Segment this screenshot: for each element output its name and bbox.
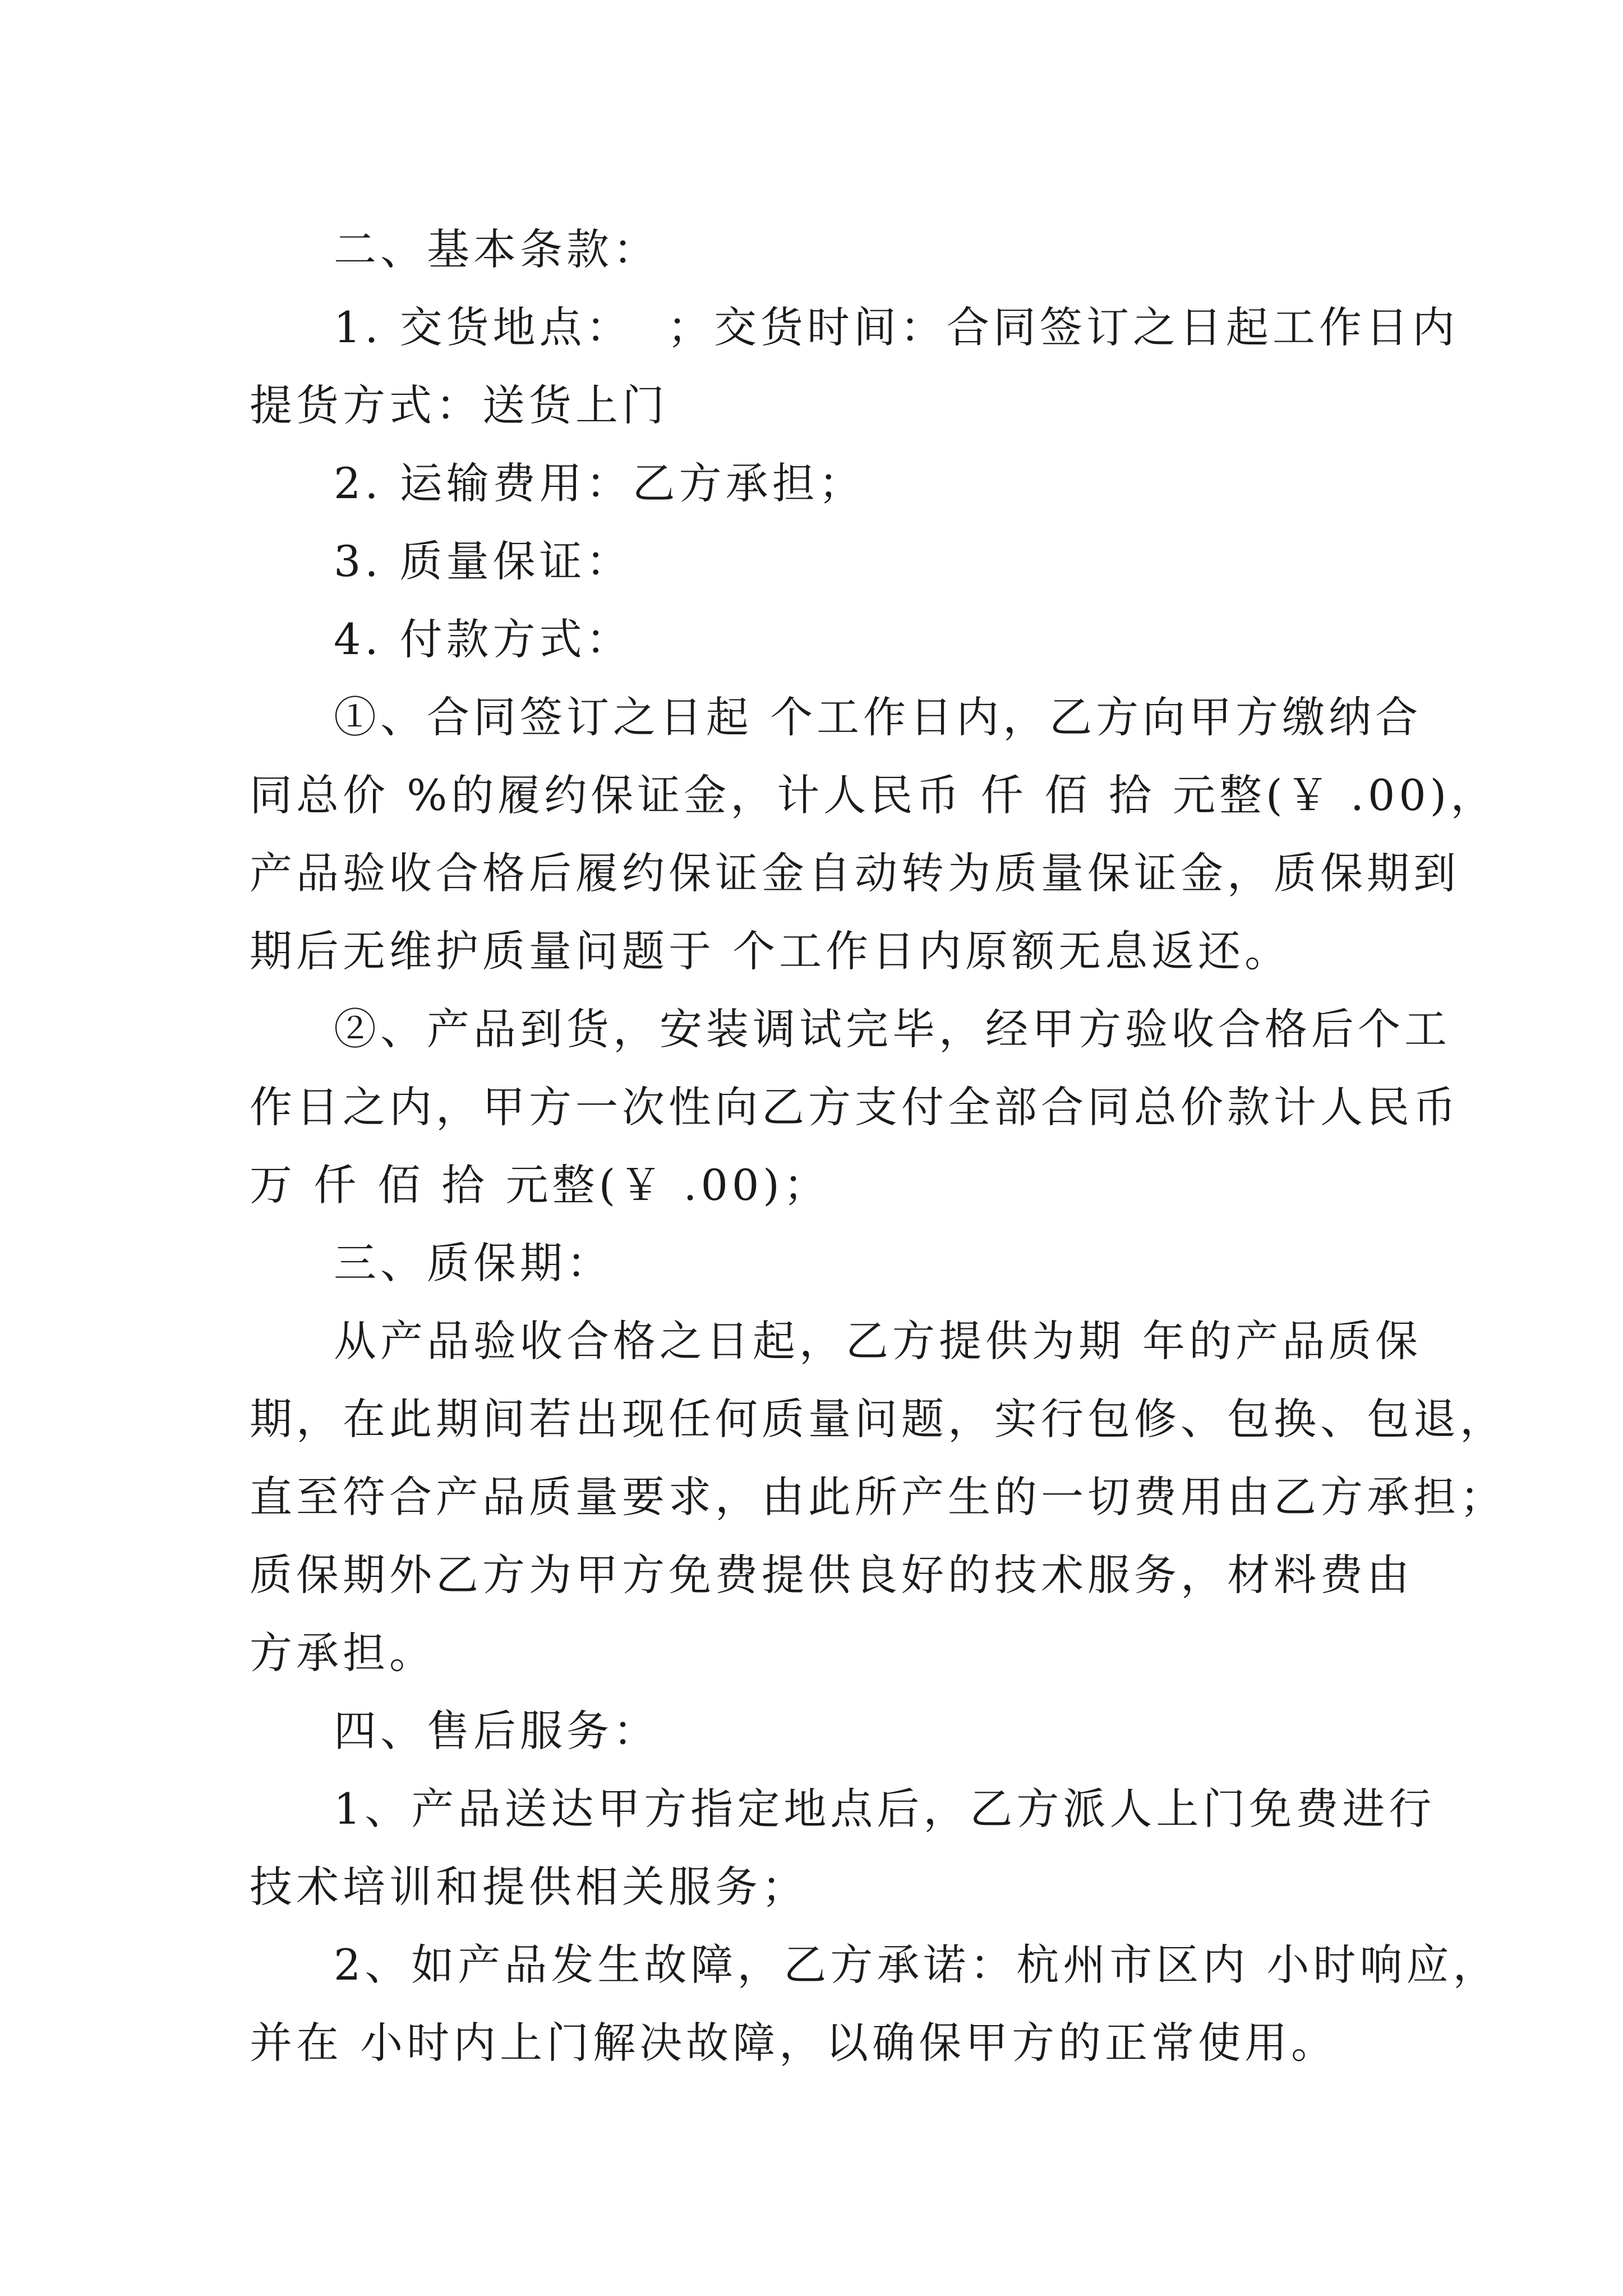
warranty-paragraph: 从产品验收合格之日起，乙方提供为期 年的产品质保 (334, 1316, 1422, 1366)
section-heading-warranty: 三、质保期： (334, 1238, 613, 1288)
payment-item-2-cont: 作日之内，甲方一次性向乙方支付全部合同总价款计人民币 (250, 1082, 1460, 1132)
clause-quality-guarantee: 3. 质量保证： (334, 536, 633, 586)
after-sales-item-2-cont: 并在 小时内上门解决故障，以确保甲方的正常使用。 (250, 2018, 1338, 2068)
payment-item-2: ②、产品到货，安装调试完毕，经甲方验收合格后个工 (334, 1004, 1451, 1054)
payment-item-2-cont: 万 仟 佰 拾 元整(￥ .00)； (250, 1160, 830, 1210)
after-sales-item-1-cont: 技术培训和提供相关服务； (250, 1862, 808, 1912)
clause-payment-method: 4. 付款方式： (334, 614, 633, 664)
after-sales-item-2: 2、如产品发生故障，乙方承诺：杭州市区内 小时响应， (334, 1940, 1500, 1990)
section-heading-basic-terms: 二、基本条款： (334, 224, 660, 274)
warranty-paragraph-cont: 质保期外乙方为甲方免费提供良好的技术服务，材料费由 (250, 1550, 1413, 1600)
clause-transport-cost: 2. 运输费用：乙方承担； (334, 458, 865, 508)
warranty-paragraph-cont: 期，在此期间若出现任何质量问题，实行包修、包换、包退， (250, 1394, 1506, 1444)
payment-item-1-cont: 同总价 %的履约保证金，计人民币 仟 佰 拾 元整(￥ .00)， (250, 770, 1497, 820)
section-heading-after-sales: 四、售后服务： (334, 1706, 660, 1756)
payment-item-1-cont: 产品验收合格后履约保证金自动转为质量保证金，质保期到 (250, 848, 1460, 898)
clause-delivery: 1. 交货地点： ；交货时间：合同签订之日起工作日内 (334, 302, 1459, 352)
payment-item-1: ①、合同签订之日起 个工作日内，乙方向甲方缴纳合 (334, 692, 1422, 742)
document-body (250, 210, 1506, 2082)
clause-delivery-cont: 提货方式：送货上门 (250, 380, 668, 430)
warranty-paragraph-cont: 直至符合产品质量要求，由此所产生的一切费用由乙方承担； (250, 1472, 1506, 1522)
payment-item-1-cont: 期后无维护质量问题于 个工作日内原额无息返还。 (250, 926, 1292, 976)
after-sales-item-1: 1、产品送达甲方指定地点后，乙方派人上门免费进行 (334, 1784, 1436, 1834)
warranty-paragraph-cont: 方承担。 (250, 1628, 436, 1678)
